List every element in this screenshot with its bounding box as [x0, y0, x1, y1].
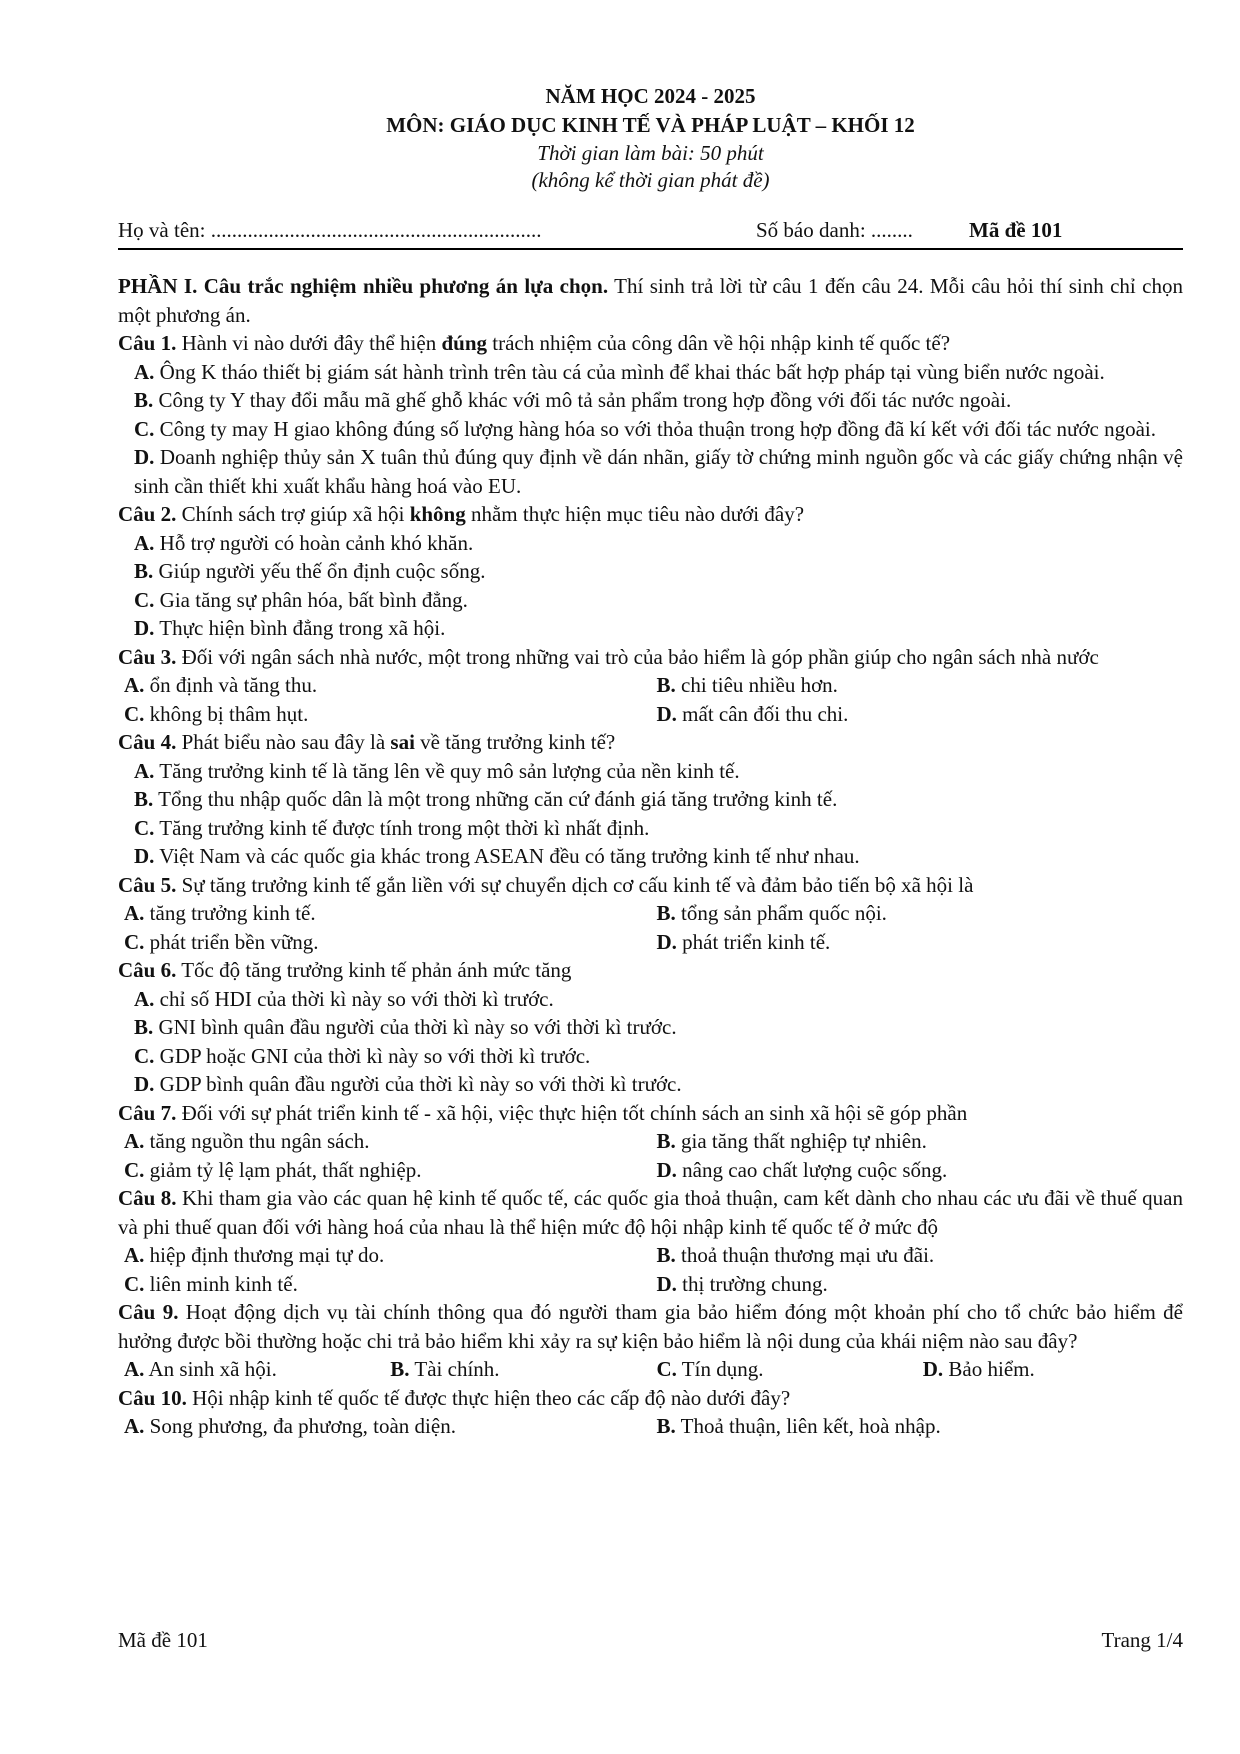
option-8d[interactable] — [651, 1270, 1184, 1299]
option-text: thị trường chung. — [676, 1271, 828, 1296]
question-text: trách nhiệm của công dân về hội nhập kinh tế quốc tế? — [487, 331, 951, 355]
question-label: Câu 7. — [118, 1100, 177, 1125]
option-text: nâng cao chất lượng cuộc sống. — [676, 1157, 948, 1182]
option-key: C. — [124, 701, 145, 726]
option-1d[interactable] — [118, 443, 1183, 500]
option-text: Tăng trưởng kinh tế được tính trong một thời kì nhất định. — [154, 815, 650, 840]
question-label: Câu 5. — [118, 872, 177, 897]
option-key: B. — [656, 673, 676, 697]
option-key: D. — [134, 844, 155, 868]
option-3d[interactable] — [651, 700, 1184, 729]
question-3 — [118, 643, 1183, 672]
exam-page — [118, 82, 1183, 1441]
option-text: Bảo hiểm. — [943, 1357, 1035, 1381]
option-text: thoả thuận thương mại ưu đãi. — [675, 1243, 935, 1267]
question-10 — [118, 1384, 1183, 1413]
option-key: D. — [656, 1271, 677, 1296]
option-text: Song phương, đa phương, toàn diện. — [144, 1414, 456, 1438]
option-text: chi tiêu nhiều hơn. — [675, 673, 838, 697]
exam-header — [118, 82, 1183, 194]
option-text: không bị thâm hụt. — [144, 701, 309, 726]
option-text: GDP bình quân đầu người của thời kì này so với thời kì trước. — [154, 1072, 682, 1096]
option-text: Tài chính. — [409, 1357, 500, 1381]
part-heading — [118, 272, 1183, 329]
option-key: D. — [656, 929, 677, 954]
time-note: (không kể thời gian phát đề) — [531, 168, 770, 192]
option-key: B. — [134, 1015, 154, 1039]
question-label: Câu 6. — [118, 958, 177, 982]
student-name-field: Họ và tên: ............................................................... — [118, 218, 542, 242]
option-text: Thực hiện bình đẳng trong xã hội. — [154, 616, 446, 640]
question-text: Hoạt động dịch vụ tài chính thông qua đó người tham gia bảo hiểm đóng một khoản phí cho tổ chức bảo hiểm để hưởng được bồi thường hoặc chi trả bảo hiểm khi xảy ra sự kiện bảo hiểm là nội dung của khái niệm nào sau đây? — [118, 1300, 1183, 1353]
option-9b[interactable] — [384, 1355, 650, 1384]
option-text: gia tăng thất nghiệp tự nhiên. — [675, 1129, 927, 1153]
options-row — [118, 1270, 1183, 1299]
option-4c[interactable] — [118, 814, 1183, 843]
student-id-line — [118, 218, 1183, 250]
options-row — [118, 928, 1183, 957]
option-8a[interactable] — [118, 1241, 651, 1270]
question-1 — [118, 329, 1183, 358]
option-text: Hỗ trợ người có hoàn cảnh khó khăn. — [154, 530, 474, 555]
option-5d[interactable] — [651, 928, 1184, 957]
option-key: B. — [656, 1129, 676, 1153]
school-year: NĂM HỌC 2024 - 2025 — [545, 84, 756, 108]
option-text: hiệp định thương mại tự do. — [144, 1243, 385, 1267]
option-text: phát triển kinh tế. — [676, 929, 831, 954]
question-5 — [118, 871, 1183, 900]
option-text: Công ty may H giao không đúng số lượng hàng hóa so với thỏa thuận trong hợp đồng đã kí kết với đối tác nước ngoài. — [154, 416, 1157, 441]
option-key: A. — [124, 1414, 145, 1438]
option-9c[interactable] — [651, 1355, 917, 1384]
option-7d[interactable] — [651, 1156, 1184, 1185]
option-9d[interactable] — [917, 1355, 1183, 1384]
option-7c[interactable] — [118, 1156, 651, 1185]
option-text: mất cân đối thu chi. — [676, 701, 849, 726]
option-text: giảm tỷ lệ lạm phát, thất nghiệp. — [144, 1157, 422, 1182]
subject-title: MÔN: GIÁO DỤC KINH TẾ VÀ PHÁP LUẬT – KHỐI 12 — [386, 113, 915, 137]
page-number: Trang 1/4 — [1101, 1628, 1183, 1652]
time-limit: Thời gian làm bài: 50 phút — [537, 141, 764, 165]
option-key: D. — [922, 1357, 944, 1381]
question-label: Câu 1. — [118, 331, 177, 355]
option-2a[interactable] — [118, 529, 1183, 558]
question-text: Đối với sự phát triển kinh tế - xã hội, việc thực hiện tốt chính sách an sinh xã hội sẽ góp phần — [176, 1100, 968, 1125]
option-text: ổn định và tăng thu. — [144, 673, 318, 697]
option-3c[interactable] — [118, 700, 651, 729]
question-6 — [118, 956, 1183, 985]
option-key: A. — [124, 901, 145, 925]
option-text: liên minh kinh tế. — [144, 1271, 298, 1296]
options-row — [118, 1127, 1183, 1156]
options-row — [118, 899, 1183, 928]
option-key: C. — [124, 929, 145, 954]
option-8c[interactable] — [118, 1270, 651, 1299]
option-1b[interactable] — [118, 386, 1183, 415]
question-label: Câu 4. — [118, 730, 177, 754]
option-5b[interactable] — [651, 899, 1184, 928]
option-4d[interactable] — [118, 842, 1183, 871]
option-6c[interactable] — [118, 1042, 1183, 1071]
option-5c[interactable] — [118, 928, 651, 957]
option-text: tăng nguồn thu ngân sách. — [144, 1129, 370, 1153]
option-1c[interactable] — [118, 415, 1183, 444]
option-key: D. — [134, 1072, 155, 1096]
option-7b[interactable] — [651, 1127, 1184, 1156]
option-key: C. — [124, 1271, 145, 1296]
exam-code: Mã đề 101 — [969, 218, 1063, 242]
option-5a[interactable] — [118, 899, 651, 928]
question-8 — [118, 1184, 1183, 1241]
option-2d[interactable] — [118, 614, 1183, 643]
question-label: Câu 2. — [118, 502, 177, 526]
option-text: Doanh nghiệp thủy sản X tuân thủ đúng quy định về dán nhãn, giấy tờ chứng minh nguồn gốc và các giấy chứng nhận vệ sinh cần thiết khi xuất khẩu hàng hoá vào EU. — [134, 445, 1183, 498]
question-text: Tốc độ tăng trưởng kinh tế phản ánh mức tăng — [176, 958, 572, 982]
part-description: Thí sinh trả lời từ câu 1 đến câu 24. Mỗi câu hỏi thí sinh chỉ chọn một phương án. — [118, 274, 1183, 327]
option-text: GNI bình quân đầu người của thời kì này so với thời kì trước. — [153, 1015, 677, 1039]
option-text: Công ty Y thay đổi mẫu mã ghế ghỗ khác với mô tả sản phẩm trong hợp đồng với đối tác nước ngoài. — [153, 388, 1012, 412]
option-key: A. — [124, 1243, 145, 1267]
option-key: B. — [656, 1414, 676, 1438]
question-emphasis: đúng — [441, 331, 488, 355]
option-key: C. — [134, 587, 155, 612]
option-6a[interactable] — [118, 985, 1183, 1014]
question-2 — [118, 500, 1183, 529]
question-text: về tăng trưởng kinh tế? — [414, 730, 616, 754]
question-text: Sự tăng trưởng kinh tế gắn liền với sự chuyển dịch cơ cấu kinh tế và đảm bảo tiến bộ xã hội là — [176, 872, 974, 897]
option-key: B. — [390, 1357, 410, 1381]
option-8b[interactable] — [651, 1241, 1184, 1270]
option-4a[interactable] — [118, 757, 1183, 786]
option-text: Ông K tháo thiết bị giám sát hành trình trên tàu cá của mình để khai thác bất hợp pháp tại vùng biển nước ngoài. — [154, 359, 1105, 384]
question-7 — [118, 1099, 1183, 1128]
option-key: A. — [134, 986, 155, 1011]
question-label: Câu 10. — [118, 1385, 187, 1410]
option-key: B. — [134, 559, 154, 583]
question-text: Đối với ngân sách nhà nước, một trong những vai trò của bảo hiểm là góp phần giúp cho ngân sách nhà nước — [176, 644, 1099, 669]
option-3b[interactable] — [651, 671, 1184, 700]
option-key: A. — [124, 1357, 145, 1381]
option-key: B. — [134, 388, 154, 412]
option-3a[interactable] — [118, 671, 651, 700]
option-key: B. — [134, 787, 154, 811]
question-text: Hành vi nào dưới đây thể hiện — [176, 331, 442, 355]
question-label: Câu 8. — [118, 1186, 177, 1210]
option-key: D. — [656, 701, 677, 726]
question-text: Chính sách trợ giúp xã hội — [176, 502, 410, 526]
option-text: Gia tăng sự phân hóa, bất bình đẳng. — [154, 587, 468, 612]
question-text: Hội nhập kinh tế quốc tế được thực hiện theo các cấp độ nào dưới đây? — [186, 1385, 791, 1410]
option-4b[interactable] — [118, 785, 1183, 814]
option-key: B. — [656, 1243, 676, 1267]
question-4 — [118, 728, 1183, 757]
options-row — [118, 1241, 1183, 1270]
option-key: A. — [134, 758, 155, 783]
question-label: Câu 9. — [118, 1300, 179, 1324]
option-9a[interactable] — [118, 1355, 384, 1384]
option-key: A. — [124, 673, 145, 697]
option-6b[interactable] — [118, 1013, 1183, 1042]
option-1a[interactable] — [118, 358, 1183, 387]
option-text: tăng trưởng kinh tế. — [144, 901, 316, 925]
option-text: Thoả thuận, liên kết, hoà nhập. — [675, 1414, 941, 1438]
option-key: C. — [134, 1043, 155, 1068]
question-emphasis: sai — [390, 730, 415, 754]
option-2b[interactable] — [118, 557, 1183, 586]
footer-exam-code: Mã đề 101 — [118, 1628, 208, 1652]
option-key: D. — [656, 1157, 677, 1182]
option-text: Tín dụng. — [676, 1357, 764, 1381]
option-text: Tổng thu nhập quốc dân là một trong những căn cứ đánh giá tăng trưởng kinh tế. — [153, 787, 838, 811]
option-text: Tăng trưởng kinh tế là tăng lên về quy mô sản lượng của nền kinh tế. — [154, 758, 740, 783]
option-key: D. — [134, 616, 155, 640]
options-row — [118, 700, 1183, 729]
option-10b[interactable] — [651, 1412, 1184, 1441]
options-row — [118, 1355, 1183, 1384]
option-key: D. — [134, 445, 155, 469]
exam-body — [118, 272, 1183, 1441]
option-key: C. — [124, 1157, 145, 1182]
candidate-number-field: Số báo danh: ........ — [756, 218, 913, 242]
options-row — [118, 1156, 1183, 1185]
question-text: Phát biểu nào sau đây là — [176, 730, 391, 754]
option-text: GDP hoặc GNI của thời kì này so với thời kì trước. — [154, 1043, 591, 1068]
option-text: An sinh xã hội. — [144, 1357, 277, 1381]
question-label: Câu 3. — [118, 644, 177, 669]
option-key: A. — [124, 1129, 145, 1153]
option-text: phát triển bền vững. — [144, 929, 319, 954]
option-2c[interactable] — [118, 586, 1183, 615]
options-row — [118, 671, 1183, 700]
option-6d[interactable] — [118, 1070, 1183, 1099]
option-text: chỉ số HDI của thời kì này so với thời kì trước. — [154, 986, 554, 1011]
option-key: C. — [656, 1357, 677, 1381]
question-text: Khi tham gia vào các quan hệ kinh tế quốc tế, các quốc gia thoả thuận, cam kết dành cho nhau các ưu đãi về thuế quan và phi thuế quan đối với hàng hoá của nhau là thể hiện mức độ hội nhập kinh tế quốc tế ở mức độ — [118, 1186, 1183, 1239]
option-key: A. — [134, 359, 155, 384]
option-10a[interactable] — [118, 1412, 651, 1441]
option-key: C. — [134, 815, 155, 840]
question-text: nhằm thực hiện mục tiêu nào dưới đây? — [465, 502, 805, 526]
option-text: Việt Nam và các quốc gia khác trong ASEAN đều có tăng trưởng kinh tế như nhau. — [154, 844, 860, 868]
option-key: C. — [134, 416, 155, 441]
part-title: PHẦN I. Câu trắc nghiệm nhiều phương án lựa chọn. — [118, 274, 609, 298]
option-text: tổng sản phẩm quốc nội. — [675, 901, 887, 925]
option-key: B. — [656, 901, 676, 925]
option-7a[interactable] — [118, 1127, 651, 1156]
options-row — [118, 1412, 1183, 1441]
option-key: A. — [134, 530, 155, 555]
question-9 — [118, 1298, 1183, 1355]
option-text: Giúp người yếu thế ổn định cuộc sống. — [153, 559, 486, 583]
question-emphasis: không — [409, 502, 466, 526]
